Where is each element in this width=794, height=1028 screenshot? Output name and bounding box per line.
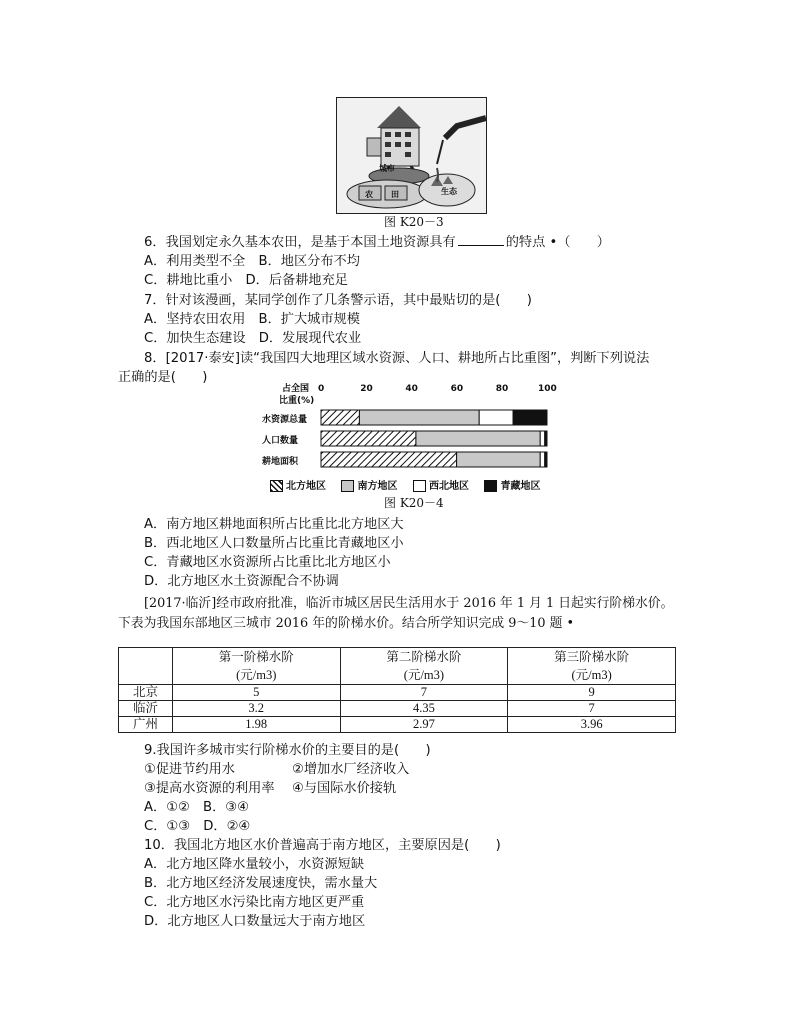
question-8-option-c: C．青藏地区水资源所占比重比北方地区小 xyxy=(144,555,391,570)
table-cell: 4.35 xyxy=(340,701,508,717)
category-label: 水资源总量 xyxy=(262,415,308,425)
table-cell: 7 xyxy=(340,685,508,701)
table-row xyxy=(119,701,676,717)
x-tick-label: 80 xyxy=(495,384,509,394)
chart-legend xyxy=(270,477,540,492)
figure-caption-k20-4: 图 K20－4 xyxy=(384,496,444,510)
tier3-title: 第三阶梯水阶 xyxy=(554,650,630,664)
question-10-option-c: C．北方地区水污染比南方地区更严重 xyxy=(144,895,365,910)
question-9-stem: 9.我国许多城市实行阶梯水价的主要目的是( ) xyxy=(144,743,431,758)
table-cell-city: 北京 xyxy=(119,685,173,701)
bar-segment xyxy=(416,431,540,446)
question-6-options-ab: A．利用类型不全 B．地区分布不均 xyxy=(144,254,360,269)
bar-segment xyxy=(321,452,457,467)
question-6-stem xyxy=(144,231,610,250)
table-cell: 1.98 xyxy=(172,717,340,733)
tier1-title: 第一阶梯水阶 xyxy=(218,650,294,664)
x-tick-label: 0 xyxy=(318,384,325,394)
question-7-stem: 7．针对该漫画，某同学创作了几条警示语，其中最贴切的是( ) xyxy=(144,293,532,308)
bar-segment xyxy=(545,431,547,446)
question-10-stem: 10．我国北方地区水价普遍高于南方地区，主要原因是( ) xyxy=(144,838,501,853)
water-price-table xyxy=(118,647,676,733)
question-8-stem-line1: 8．[2017·泰安]读“我国四大地理区域水资源、人口、耕地所占比重图”，判断下列说法 xyxy=(144,351,650,366)
table-cell: 5 xyxy=(172,685,340,701)
answer-blank xyxy=(458,234,504,246)
question-10-option-d: D．北方地区人口数量远大于南方地区 xyxy=(144,914,366,929)
bar-segment xyxy=(479,410,513,425)
table-header-row xyxy=(119,648,676,685)
question-9-options-cd: C．①③ D．②④ xyxy=(144,819,251,834)
question-8-stem-line2: 正确的是( ) xyxy=(118,370,208,385)
question-9-statement-2: ②增加水厂经济收入 xyxy=(292,762,410,777)
legend-swatch-black xyxy=(484,480,497,492)
table-header-tier2 xyxy=(340,648,508,685)
bar-segment xyxy=(513,410,547,425)
legend-label-north: 北方地区 xyxy=(286,481,326,492)
land-cartoon-figure xyxy=(336,97,487,214)
legend-swatch-gray xyxy=(341,480,354,492)
legend-item-qingzang xyxy=(484,481,540,492)
legend-label-qingzang: 青藏地区 xyxy=(500,481,541,492)
bar-segment xyxy=(545,452,547,467)
cartoon-label-city: 城市 xyxy=(379,164,395,173)
y-axis-title-line1: 占全国 xyxy=(282,384,310,394)
question-8-option-a: A．南方地区耕地面积所占比重比北方地区大 xyxy=(144,517,404,532)
cartoon-label-ecology: 生态 xyxy=(441,187,457,196)
x-tick-label: 100 xyxy=(538,384,557,394)
tier1-unit: (元/m3) xyxy=(236,668,277,682)
legend-label-south: 南方地区 xyxy=(357,481,398,492)
legend-swatch-hatch xyxy=(270,480,283,492)
x-tick-label: 60 xyxy=(450,384,464,394)
table-cell: 3.96 xyxy=(508,717,676,733)
table-cell: 9 xyxy=(508,685,676,701)
cartoon-label-nong: 农 xyxy=(365,190,373,199)
table-cell-city: 临沂 xyxy=(119,701,173,717)
question-8-option-d: D．北方地区水土资源配合不协调 xyxy=(144,574,339,589)
bar-segment xyxy=(540,452,545,467)
intro-line1: [2017·临沂]经市政府批准，临沂市城区居民生活用水于 2016 年 1 月 1 日起实行阶梯水价。 xyxy=(144,596,674,611)
tier2-title: 第二阶梯水阶 xyxy=(386,650,462,664)
table-row xyxy=(119,717,676,733)
legend-item-northwest xyxy=(413,481,469,492)
tier3-unit: (元/m3) xyxy=(571,668,612,682)
category-label: 耕地面积 xyxy=(262,457,299,467)
question-7-options-cd: C．加快生态建设 D．发展现代农业 xyxy=(144,331,362,346)
question-8-option-b: B．西北地区人口数量所占比重比青藏地区小 xyxy=(144,536,404,551)
intro-line2: 下表为我国东部地区三城市 2016 年的阶梯水价。结合所学知识完成 9～10 题 • xyxy=(118,616,574,631)
legend-item-north xyxy=(270,481,326,492)
x-tick-label: 20 xyxy=(360,384,373,394)
bar-segment xyxy=(359,410,479,425)
bar-segment xyxy=(321,410,359,425)
legend-item-south xyxy=(341,481,397,492)
question-10-option-b: B．北方地区经济发展速度快，需水量大 xyxy=(144,876,378,891)
legend-label-northwest: 西北地区 xyxy=(428,481,469,492)
question-9-statement-4: ④与国际水价接轨 xyxy=(292,781,397,796)
bar-segment xyxy=(540,431,545,446)
table-header-blank xyxy=(119,648,173,685)
table-header-tier1 xyxy=(172,648,340,685)
legend-swatch-white xyxy=(413,480,426,492)
table-cell: 7 xyxy=(508,701,676,717)
question-6-stem-part-b: 的特点 •（ ） xyxy=(505,235,610,250)
question-10-option-a: A．北方地区降水量较小，水资源短缺 xyxy=(144,857,365,872)
y-axis-title-line2: 比重(%) xyxy=(279,396,315,406)
question-9-options-ab: A．①② B．③④ xyxy=(144,800,249,815)
table-cell: 2.97 xyxy=(340,717,508,733)
question-7-options-ab: A．坚持农田农用 B．扩大城市规模 xyxy=(144,312,360,327)
x-tick-label: 40 xyxy=(405,384,418,394)
bar-segment xyxy=(321,431,416,446)
tier2-unit: (元/m3) xyxy=(403,668,445,682)
table-cell: 3.2 xyxy=(172,701,340,717)
question-9-statement-1: ①促进节约用水 xyxy=(144,762,235,777)
question-6-stem-part-a: 6．我国划定永久基本农田，是基于本国土地资源具有 xyxy=(144,235,456,250)
table-cell-city: 广州 xyxy=(119,717,173,733)
cartoon-label-tian: 田 xyxy=(391,190,399,199)
figure-caption-k20-3: 图 K20－3 xyxy=(384,215,444,229)
question-9-statement-3: ③提高水资源的利用率 xyxy=(144,781,275,796)
question-6-options-cd: C．耕地比重小 D．后备耕地充足 xyxy=(144,273,348,288)
table-header-tier3 xyxy=(508,648,676,685)
category-label: 人口数量 xyxy=(262,436,299,446)
table-row xyxy=(119,685,676,701)
bar-segment xyxy=(457,452,541,467)
